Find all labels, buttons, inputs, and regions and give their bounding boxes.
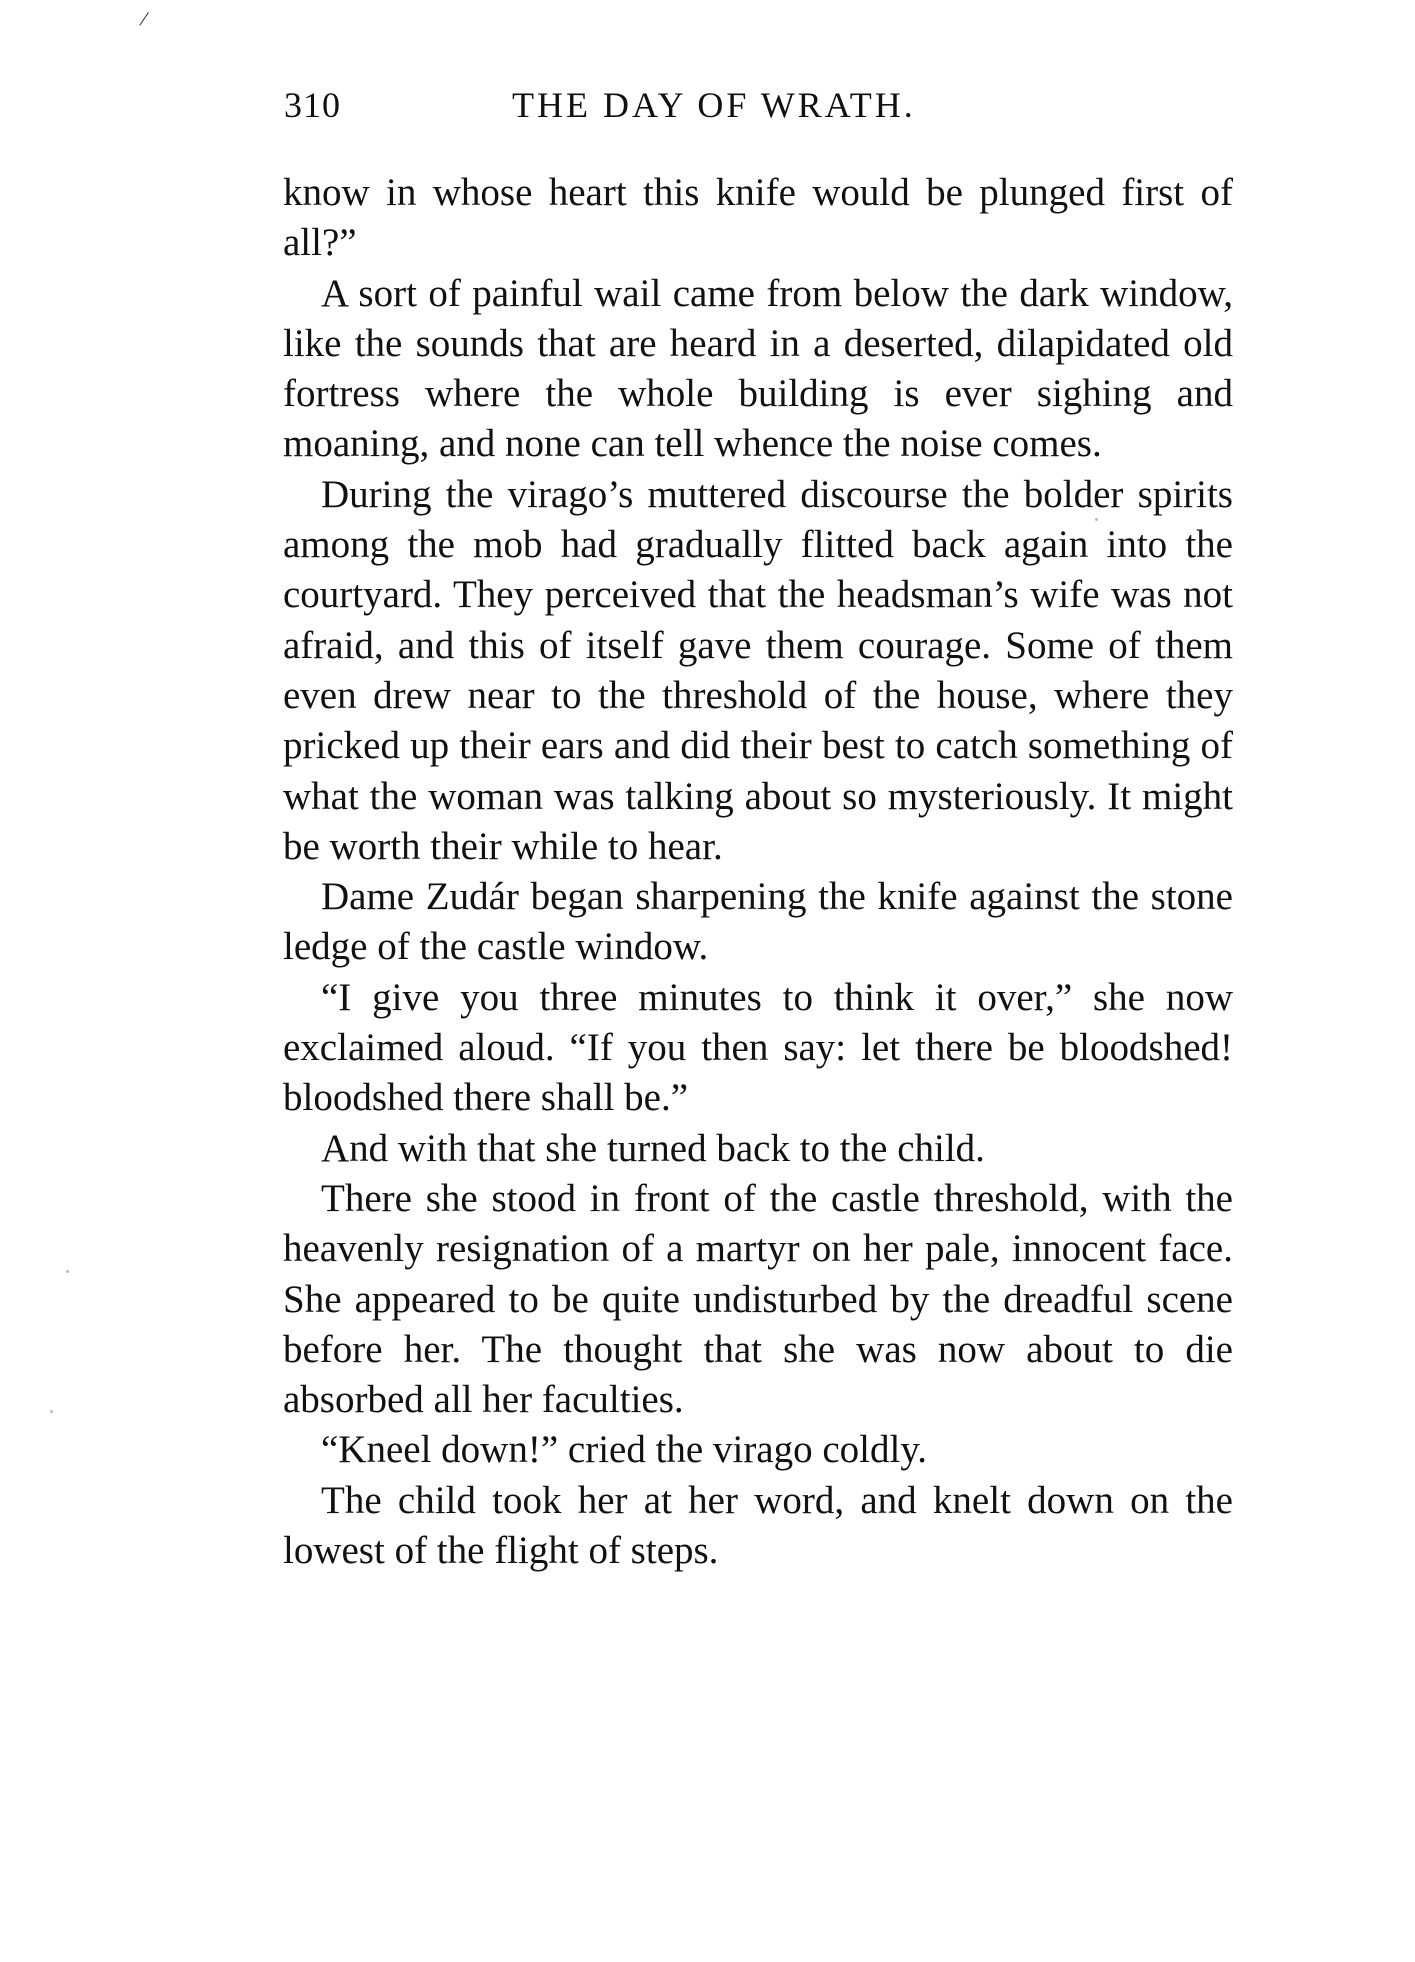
margin-speck (1095, 518, 1098, 521)
paragraph: “Kneel down!” cried the virago coldly. (321, 1428, 928, 1472)
page-number: 310 (284, 85, 341, 125)
running-title: THE DAY OF WRATH. (512, 85, 916, 125)
paragraph: There she stood in front of the castle threshold, with the heavenly resignation of a martyr on her pale, innocent face. She appeared to be quite undisturbed by the dreadful scene before her. The thought that she was now about to die absorbed all her faculties. (283, 1176, 1233, 1422)
paragraph: A sort of painful wail came from below the dark window, like the sounds that are heard in a deserted, dilapidated old fortress where the whole building is ever sighing and moaning, and none can tell whence the noise comes. (283, 271, 1233, 466)
paragraph-continuation: know in whose heart this knife would be plunged first of all?” (283, 171, 1233, 265)
body-text (283, 168, 1233, 1576)
paragraph: Dame Zudár began sharpening the knife against the stone ledge of the castle window. (283, 875, 1233, 969)
paragraph: The child took her at her word, and knelt down on the lowest of the flight of steps. (283, 1478, 1233, 1573)
running-head (284, 76, 1234, 136)
paragraph: “I give you three minutes to think it over,” she now exclaimed aloud. “If you then say: let there be bloodshed! bloodshed there shall be.” (283, 975, 1233, 1120)
paragraph: And with that she turned back to the child. (321, 1126, 985, 1170)
paragraph: During the virago’s muttered discourse the bolder spirits among the mob had gradually flitted back again into the courtyard. They perceived that the headsman’s wife was not afraid, and this of itself gave them courage. Some of them even drew near to the threshold of the house, where they pricked up their ears and did their best to catch something of what the woman was talking about so mysteriously. It might be worth their while to hear. (283, 472, 1233, 868)
margin-speck (66, 1270, 69, 1273)
margin-speck (50, 1410, 53, 1413)
stray-pen-mark: / (137, 5, 151, 32)
